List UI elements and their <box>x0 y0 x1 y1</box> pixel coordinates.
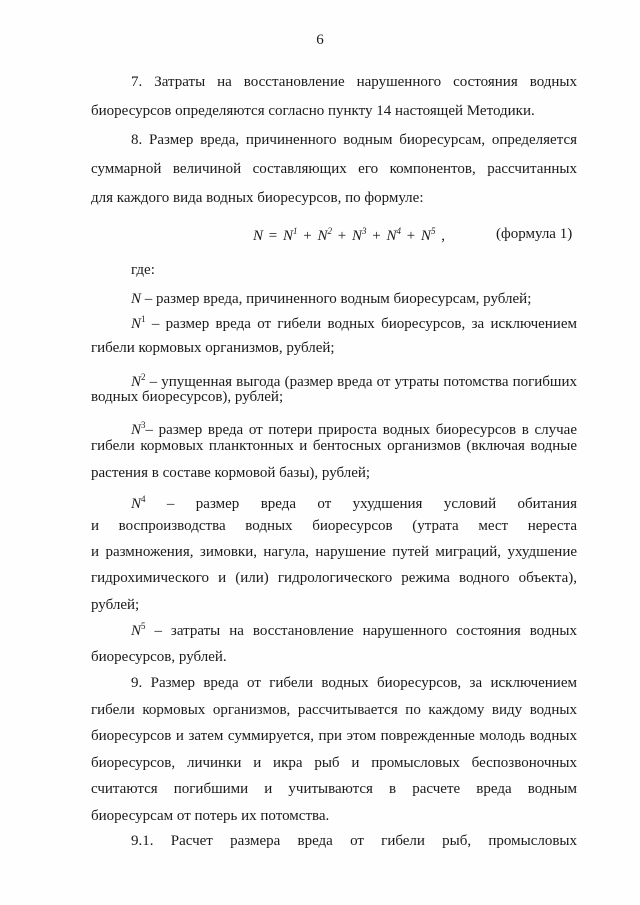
paragraph-9-1 <box>91 827 577 857</box>
formula-operator: + <box>372 228 381 244</box>
paragraph-line: рублей; <box>91 597 140 613</box>
formula-symbol: N <box>420 228 431 244</box>
paragraph-line: 8. Размер вреда, причиненного водным биоресурсам, определяется <box>131 132 577 148</box>
definition-symbol: N <box>131 374 142 390</box>
formula-superscript: 1 <box>293 226 298 236</box>
definition-superscript: 1 <box>141 314 146 324</box>
paragraph-7 <box>91 68 577 98</box>
formula-symbol: N <box>253 228 264 244</box>
definition-n5 <box>91 612 577 647</box>
paragraph-9-cont2 <box>91 722 577 752</box>
definition-symbol: N <box>131 422 142 438</box>
where-label <box>91 256 577 286</box>
paragraph-line: 9.1. Расчет размера вреда от гибели рыб, промысловых <box>131 833 577 849</box>
paragraph-line: 7. Затраты на восстановление нарушенного состояния водных <box>131 74 577 90</box>
paragraph-line: биоресурсам от потерь их потомства. <box>91 808 330 824</box>
formula-symbol: N <box>317 228 328 244</box>
paragraph-7-cont <box>91 97 577 127</box>
paragraph-line: считаются погибшими и учитываются в расчете вреда водным <box>91 781 577 797</box>
paragraph-line: гибели кормовых организмов, рассчитывается по каждому виду водных <box>91 702 577 718</box>
formula-comma: , <box>441 228 445 244</box>
paragraph-line <box>131 612 577 647</box>
formula-operator: = <box>268 228 278 244</box>
definition-symbol: N <box>131 496 142 512</box>
paragraph-line: где: <box>131 262 155 278</box>
definition-symbol: N <box>131 316 142 332</box>
formula-label: (формула 1) <box>496 226 573 242</box>
paragraph-9 <box>91 669 577 699</box>
formula-operator: + <box>337 228 347 244</box>
paragraph-line: 9. Размер вреда от гибели водных биоресурсов, за исключением <box>131 675 577 691</box>
definition-text: – затраты на восстановление нарушенного состояния водных <box>145 623 577 639</box>
definition-text: – размер вреда от потери прироста водных биоресурсов в случае <box>145 422 577 438</box>
definition-symbol: N <box>131 623 142 639</box>
paragraph-line: гибели кормовых планктонных и бентосных организмов (включая водные <box>91 438 577 454</box>
definition-n1-cont <box>91 334 577 364</box>
formula-operator: + <box>406 228 416 244</box>
definition-text: – размер вреда от ухудшения условий обитания <box>145 496 577 512</box>
definition-superscript: 2 <box>141 372 146 382</box>
paragraph-line: биоресурсов и затем суммируется, при этом поврежденные молодь водных <box>91 728 577 744</box>
formula-operator: + <box>303 228 312 244</box>
paragraph-line: и размножения, зимовки, нагула, нарушение путей миграций, ухудшение <box>91 544 577 560</box>
definition-text: – размер вреда от гибели водных биоресурсов, за исключением <box>145 316 577 332</box>
paragraph-8 <box>91 126 577 156</box>
formula-superscript: 4 <box>396 226 401 236</box>
formula-symbol: N <box>386 228 397 244</box>
formula-superscript: 3 <box>361 226 367 236</box>
definition-n4-cont3 <box>91 564 577 594</box>
definition-n3-cont <box>91 432 577 462</box>
paragraph-line: биоресурсов определяются согласно пункту 14 настоящей Методики. <box>91 103 535 119</box>
paragraph-line: и воспроизводства водных биоресурсов (утрата мест нереста <box>91 518 577 534</box>
formula-superscript: 5 <box>430 226 436 236</box>
formula-symbol: N <box>351 228 362 244</box>
definition-text: – размер вреда, причиненного водным биоресурсам, рублей; <box>141 291 532 307</box>
definition-superscript: 5 <box>141 621 146 631</box>
paragraph-9-cont4 <box>91 775 577 805</box>
formula-superscript: 2 <box>327 226 332 236</box>
paragraph-line: биоресурсов, рублей. <box>91 649 227 665</box>
page-number: 6 <box>316 32 324 48</box>
paragraph-8-cont <box>91 155 577 185</box>
definition-superscript: 3 <box>141 420 146 430</box>
paragraph-line: растения в составе кормовой базы), рублей; <box>91 465 371 481</box>
paragraph-line: для каждого вида водных биоресурсов, по формуле: <box>91 190 424 206</box>
paragraph-line: гидрохимического и (или) гидрологического режима водного объекта), <box>91 570 577 586</box>
definition-n2-cont <box>91 383 577 413</box>
formula-1 <box>253 226 447 245</box>
paragraph-line: биоресурсов, личинки и икра рыб и промысловых беспозвоночных <box>91 755 577 771</box>
definition-superscript: 4 <box>141 494 146 504</box>
formula-symbol: N <box>282 228 293 244</box>
paragraph-line: гибели кормовых организмов, рублей; <box>91 340 335 356</box>
definition-text: – упущенная выгода (размер вреда от утраты потомства погибших <box>145 374 577 390</box>
paragraph-line: суммарной величиной составляющих его компонентов, рассчитанных <box>91 161 577 177</box>
paragraph-8-cont2 <box>91 184 577 214</box>
paragraph-line: водных биоресурсов), рублей; <box>91 389 284 405</box>
definition-symbol: N <box>131 291 142 307</box>
